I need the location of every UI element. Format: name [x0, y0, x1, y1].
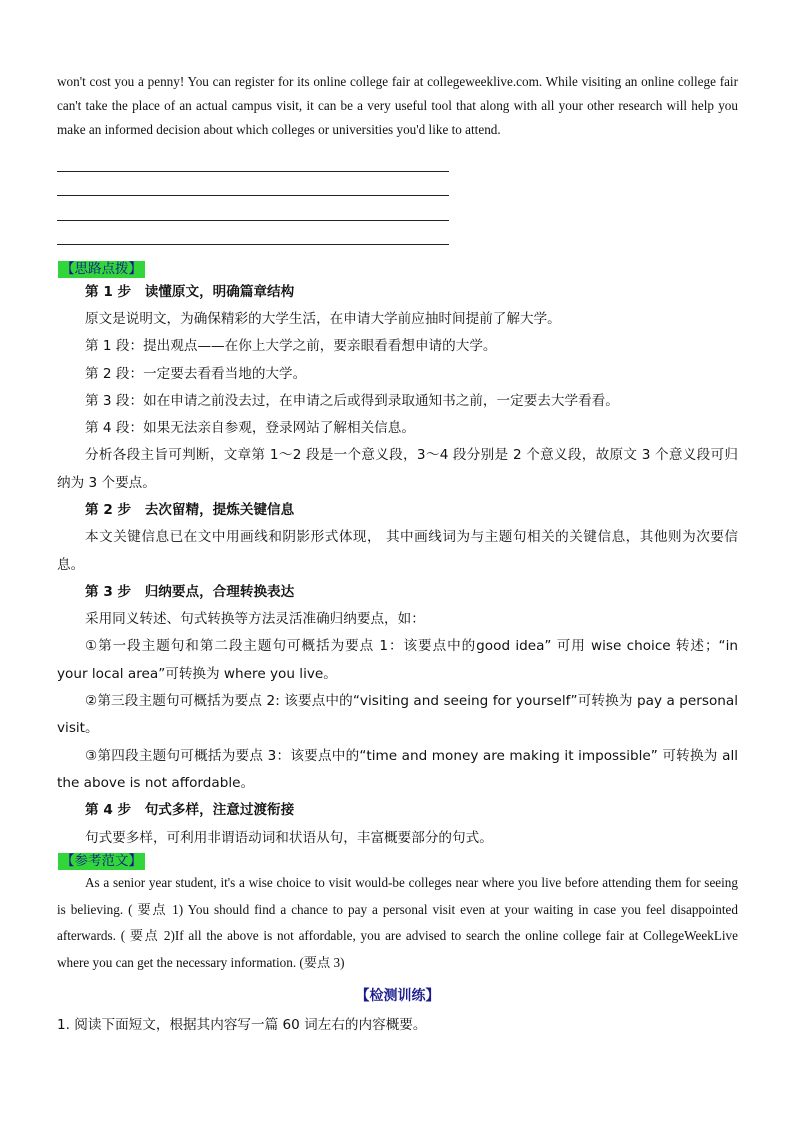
step3-point: ③第四段主题句可概括为要点 3：该要点中的“time and money are making it impossible” 可转换为 all the above is not affordable。 — [57, 747, 738, 791]
step1-line: 第 3 段：如在申请之前没去过，在申请之后或得到录取通知书之前，一定要去大学看看。 — [85, 392, 619, 409]
answer-line — [57, 244, 449, 245]
answer-line — [57, 195, 449, 196]
test-section — [57, 985, 738, 1033]
sample-section — [57, 852, 738, 977]
document-page — [57, 70, 738, 1033]
intro-paragraph: won't cost you a penny! You can register for its online college fair at collegeweeklive.com. While visiting an online college fair can't take the place of an actual campus visit, it can be a very useful tool that along with all your other research will help you make an informed decision about which colleges or universities you'd like to attend. — [57, 74, 738, 138]
step3-intro: 采用同义转述、句式转换等方法灵活准确归纳要点，如： — [85, 611, 425, 628]
step1-line: 分析各段主旨可判断，文章第 1～2 段是一个意义段，3～4 段分别是 2 个意义段，故原文 3 个意义段可归纳为 3 个要点。 — [57, 447, 738, 491]
step3-title: 第 3 步 归纳要点，合理转换表达 — [85, 583, 295, 600]
step1-line: 第 1 段：提出观点——在你上大学之前，要亲眼看看想申请的大学。 — [85, 338, 497, 355]
step2-text: 本文关键信息已在文中用画线和阴影形式体现， 其中画线词为与主题句相关的关键信息，其他则为次要信息。 — [57, 529, 738, 573]
thinking-label: 【思路点拨】 — [58, 261, 145, 278]
step1-title: 第 1 步 读懂原文，明确篇章结构 — [85, 283, 295, 300]
intro-passage — [57, 70, 738, 143]
answer-line — [57, 171, 449, 172]
answer-line — [57, 220, 449, 221]
sample-label: 【参考范文】 — [58, 853, 145, 870]
answer-lines — [57, 171, 738, 246]
step4-text: 句式要多样，可利用非谓语动词和状语从句，丰富概要部分的句式。 — [85, 829, 493, 846]
thinking-section — [57, 260, 738, 852]
step3-point: ②第三段主题句可概括为要点 2: 该要点中的“visiting and seeing for yourself”可转换为 pay a personal visit。 — [57, 693, 738, 737]
step1-line: 原文是说明文，为确保精彩的大学生活，在申请大学前应抽时间提前了解大学。 — [85, 310, 561, 327]
step3-point: ①第一段主题句和第二段主题句可概括为要点 1：该要点中的good idea” 可用 wise choice 转述；“in your local area”可转换为 where you live。 — [57, 638, 738, 682]
step1-line: 第 4 段：如果无法亲自参观，登录网站了解相关信息。 — [85, 420, 415, 437]
step4-title: 第 4 步 句式多样，注意过渡衔接 — [85, 802, 295, 819]
step1-line: 第 2 段：一定要去看看当地的大学。 — [85, 365, 307, 382]
sample-text: As a senior year student, it's a wise choice to visit would-be colleges near where you live before attending them for seeing is believing. ( 要点 1) You should find a chance to pay a personal visit even at your waiting in case you feel disappointed afterwards. ( 要点 2)If all the above is not affordable, you are advised to search the online college fair at CollegeWeekLive where you can get the necessary information. (要点 3) — [57, 874, 738, 970]
test-title: 【检测训练】 — [355, 987, 440, 1004]
test-question: 1. 阅读下面短文，根据其内容写一篇 60 词左右的内容概要。 — [57, 1016, 427, 1033]
step2-title: 第 2 步 去次留精，提炼关键信息 — [85, 501, 295, 518]
